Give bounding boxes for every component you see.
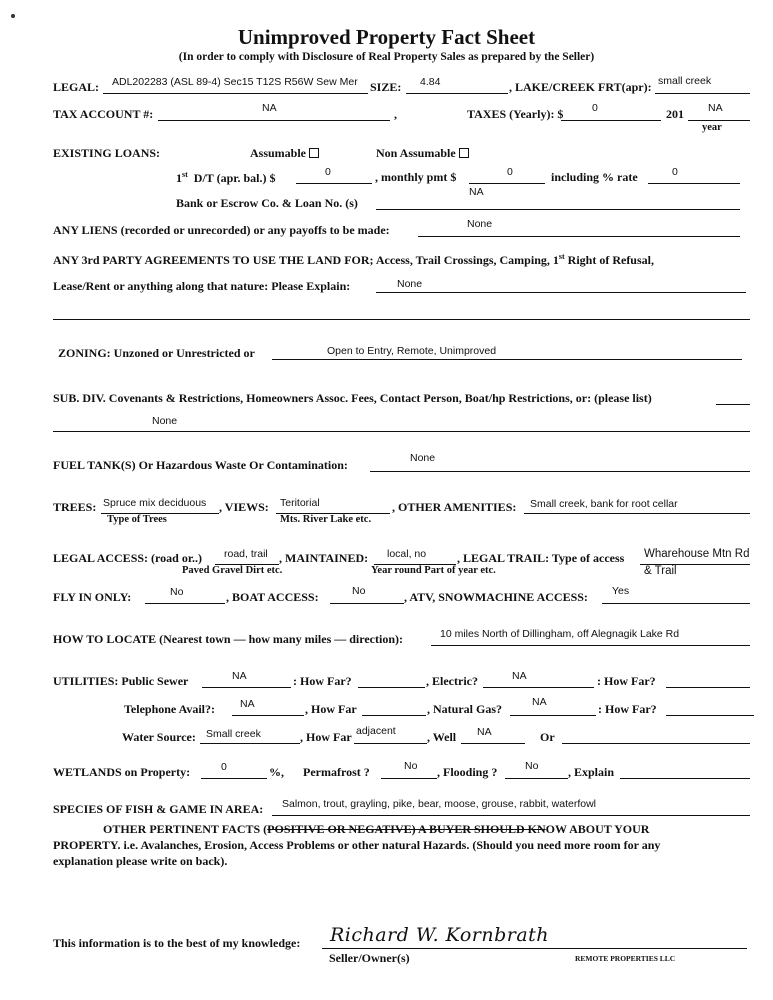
locate-line	[431, 645, 750, 646]
size-line	[406, 93, 508, 94]
other-facts-strike: POSITIVE OR NEGATIVE) A BUYER SHOULD KN	[267, 822, 546, 836]
loans-label: EXISTING LOANS:	[53, 146, 161, 160]
electric-howfar-line	[666, 687, 750, 688]
tax-year-value: NA	[708, 102, 723, 114]
gas-howfar-label: : How Far?	[598, 702, 657, 716]
species-value: Salmon, trout, grayling, pike, bear, moose, grouse, rabbit, waterfowl	[282, 798, 596, 810]
agreements-line1b: Right of Refusal,	[564, 253, 654, 267]
subdiv-value: None	[152, 415, 178, 427]
frontage-line	[655, 93, 750, 94]
electric-label: , Electric?	[426, 674, 478, 688]
subdiv-line2	[53, 431, 750, 432]
boat-label: , BOAT ACCESS:	[226, 590, 319, 604]
phone-label: Telephone Avail?:	[124, 702, 216, 716]
zoning-value: Open to Entry, Remote, Unimproved	[327, 345, 497, 357]
bank-value: NA	[469, 186, 484, 198]
fuel-line	[370, 471, 750, 472]
zoning-label: ZONING: Unzoned or Unrestricted or	[58, 346, 255, 360]
views-caption: Mts. River Lake etc.	[280, 514, 372, 525]
explain-line	[620, 778, 750, 779]
flooding-label: , Flooding ?	[437, 765, 498, 779]
agreements-value: None	[397, 278, 423, 290]
legal-value: ADL202283 (ASL 89-4) Sec15 T12S R56W Sew Mer	[112, 76, 358, 88]
maintained-label: , MAINTAINED:	[279, 551, 369, 565]
phone-line	[232, 715, 304, 716]
monthly-value: 0	[507, 166, 513, 178]
species-line	[272, 815, 750, 816]
agreements-extra-line	[53, 319, 750, 320]
monthly-label: , monthly pmt $	[375, 170, 457, 184]
signature-name: Richard W. Kornbrath	[330, 924, 550, 946]
tax-year-line	[688, 120, 750, 121]
tax-year-prefix: 201	[666, 107, 684, 121]
wetlands-line	[201, 778, 267, 779]
amenities-value: Small creek, bank for root cellar	[530, 498, 678, 510]
agreements-line1a: ANY 3rd PARTY AGREEMENTS TO USE THE LAND FOR; Access, Trail Crossings, Camping, 1	[53, 253, 559, 267]
tax-account-value: NA	[262, 102, 277, 114]
locate-label: HOW TO LOCATE (Nearest town — how many miles — direction):	[53, 632, 404, 646]
flooding-line	[505, 778, 568, 779]
liens-label: ANY LIENS (recorded or unrecorded) or any payoffs to be made:	[53, 223, 390, 237]
dt-label-group	[176, 170, 275, 186]
water-line	[200, 743, 300, 744]
signature-label: This information is to the best of my knowledge:	[53, 936, 301, 950]
phone-howfar-label: , How Far	[305, 702, 357, 716]
agreements-line1	[53, 252, 654, 268]
other-facts-line2: PROPERTY. i.e. Avalanches, Erosion, Access Problems or other natural Hazards. (Should you need more room for any	[53, 838, 661, 852]
fly-line	[145, 603, 225, 604]
dt-sup: st	[182, 170, 188, 179]
zoning-line	[272, 359, 742, 360]
maintained-caption: Year round Part of year etc.	[371, 565, 496, 576]
other-facts-line1	[103, 822, 649, 837]
water-howfar-line	[354, 743, 427, 744]
frontage-label: , LAKE/CREEK FRT(apr):	[509, 80, 652, 94]
gas-value: NA	[532, 696, 547, 708]
monthly-line	[469, 183, 545, 184]
water-howfar-label: , How Far	[300, 730, 352, 744]
well-line	[461, 743, 525, 744]
taxes-line	[561, 120, 661, 121]
subdiv-line1	[716, 404, 750, 405]
assumable-checkbox[interactable]	[309, 148, 319, 158]
bank-label: Bank or Escrow Co. & Loan No. (s)	[176, 196, 358, 210]
views-value: Teritorial	[280, 497, 320, 509]
legal-label: LEGAL:	[53, 80, 100, 94]
wetlands-pct: %,	[269, 765, 284, 779]
page-title: Unimproved Property Fact Sheet	[237, 25, 536, 49]
trail-value: Wharehouse Mtn Rd	[644, 548, 750, 560]
frontage-value: small creek	[658, 75, 712, 87]
signature-caption: Seller/Owner(s)	[329, 951, 410, 965]
dt-line	[296, 183, 372, 184]
sewer-howfar-label: : How Far?	[293, 674, 352, 688]
phone-howfar-line	[362, 715, 426, 716]
gas-line	[510, 715, 596, 716]
amenities-line	[524, 513, 750, 514]
locate-value: 10 miles North of Dillingham, off Alegnagik Lake Rd	[440, 628, 680, 640]
electric-howfar-label: : How Far?	[597, 674, 656, 688]
scan-speck-icon	[11, 14, 15, 18]
trail-label: , LEGAL TRAIL: Type of access	[457, 551, 625, 565]
non-assumable-label: Non Assumable	[376, 146, 456, 160]
dt-label: D/T (apr. bal.) $	[193, 171, 276, 185]
explain-label: , Explain	[568, 765, 615, 779]
liens-line	[418, 236, 740, 237]
wetlands-label: WETLANDS on Property:	[53, 765, 191, 779]
signature-line	[322, 948, 747, 949]
flooding-value: No	[525, 760, 539, 772]
amenities-label: , OTHER AMENITIES:	[392, 500, 517, 514]
sewer-howfar-line	[358, 687, 425, 688]
boat-value: No	[352, 585, 366, 597]
assumable-option[interactable]	[250, 146, 319, 161]
water-label: Water Source:	[122, 730, 196, 744]
agreements-line2: Lease/Rent or anything along that nature: Please Explain:	[53, 279, 351, 293]
permafrost-line	[381, 778, 437, 779]
atv-value: Yes	[612, 585, 630, 597]
subdiv-label: SUB. DIV. Covenants & Restrictions, Homeowners Assoc. Fees, Contact Person, Boat/hp Restrictions, or: (please list)	[53, 391, 652, 405]
rate-line	[648, 183, 740, 184]
other-facts-line1a: OTHER PERTINENT FACTS (	[103, 822, 268, 836]
access-value: road, trail	[224, 548, 268, 560]
tax-account-line	[158, 120, 390, 121]
sewer-value: NA	[232, 670, 247, 682]
phone-value: NA	[240, 698, 255, 710]
well-value: NA	[477, 726, 492, 738]
species-label: SPECIES OF FISH & GAME IN AREA:	[53, 802, 264, 816]
trees-caption: Type of Trees	[107, 514, 167, 525]
bank-line	[376, 209, 740, 210]
water-value: Small creek	[206, 728, 261, 740]
permafrost-value: No	[404, 760, 418, 772]
other-facts-line3: explanation please write on back).	[53, 854, 228, 868]
size-label: SIZE:	[370, 80, 402, 94]
assumable-label: Assumable	[250, 146, 307, 160]
taxes-label: TAXES (Yearly): $	[467, 107, 564, 121]
taxes-value: 0	[592, 102, 598, 114]
agreements-sup: st	[558, 252, 565, 261]
gas-howfar-line	[666, 715, 754, 716]
or-label: Or	[540, 730, 555, 744]
tax-year-caption: year	[702, 122, 722, 133]
or-line	[562, 743, 750, 744]
fly-value: No	[170, 586, 184, 598]
water-howfar-value: adjacent	[356, 725, 396, 737]
dt-prefix: 1	[176, 171, 182, 185]
wetlands-value: 0	[221, 761, 227, 773]
agreements-line	[376, 292, 746, 293]
well-label: , Well	[427, 730, 457, 744]
trees-label: TREES:	[53, 500, 97, 514]
electric-line	[483, 687, 594, 688]
access-label: LEGAL ACCESS: (road or..)	[53, 551, 203, 565]
tax-comma: ,	[394, 107, 397, 121]
liens-value: None	[467, 218, 493, 230]
rate-label: including % rate	[551, 170, 638, 184]
tax-account-label: TAX ACCOUNT #:	[53, 107, 154, 121]
non-assumable-option[interactable]	[376, 146, 469, 161]
trees-value: Spruce mix deciduous	[103, 497, 207, 509]
fuel-value: None	[410, 452, 436, 464]
legal-line	[103, 93, 368, 94]
sewer-line	[202, 687, 291, 688]
non-assumable-checkbox[interactable]	[459, 148, 469, 158]
fuel-label: FUEL TANK(S) Or Hazardous Waste Or Contamination:	[53, 458, 348, 472]
dt-value: 0	[325, 166, 331, 178]
trail-value2: & Trail	[644, 565, 677, 577]
utilities-label: UTILITIES: Public Sewer	[53, 674, 189, 688]
size-value: 4.84	[420, 76, 441, 88]
other-facts-line1b: OW ABOUT YOUR	[545, 822, 650, 836]
gas-label: , Natural Gas?	[427, 702, 502, 716]
company-name: REMOTE PROPERTIES LLC	[575, 954, 676, 963]
atv-line	[602, 603, 750, 604]
fly-label: FLY IN ONLY:	[53, 590, 132, 604]
page-subtitle: (In order to comply with Disclosure of Real Property Sales as prepared by the Seller)	[178, 51, 595, 63]
permafrost-label: Permafrost ?	[303, 765, 370, 779]
electric-value: NA	[512, 670, 527, 682]
views-label: , VIEWS:	[219, 500, 269, 514]
rate-value: 0	[672, 166, 678, 178]
access-caption: Paved Gravel Dirt etc.	[182, 565, 283, 576]
maintained-value: local, no	[387, 548, 427, 560]
atv-label: , ATV, SNOWMACHINE ACCESS:	[404, 590, 588, 604]
boat-line	[330, 603, 404, 604]
